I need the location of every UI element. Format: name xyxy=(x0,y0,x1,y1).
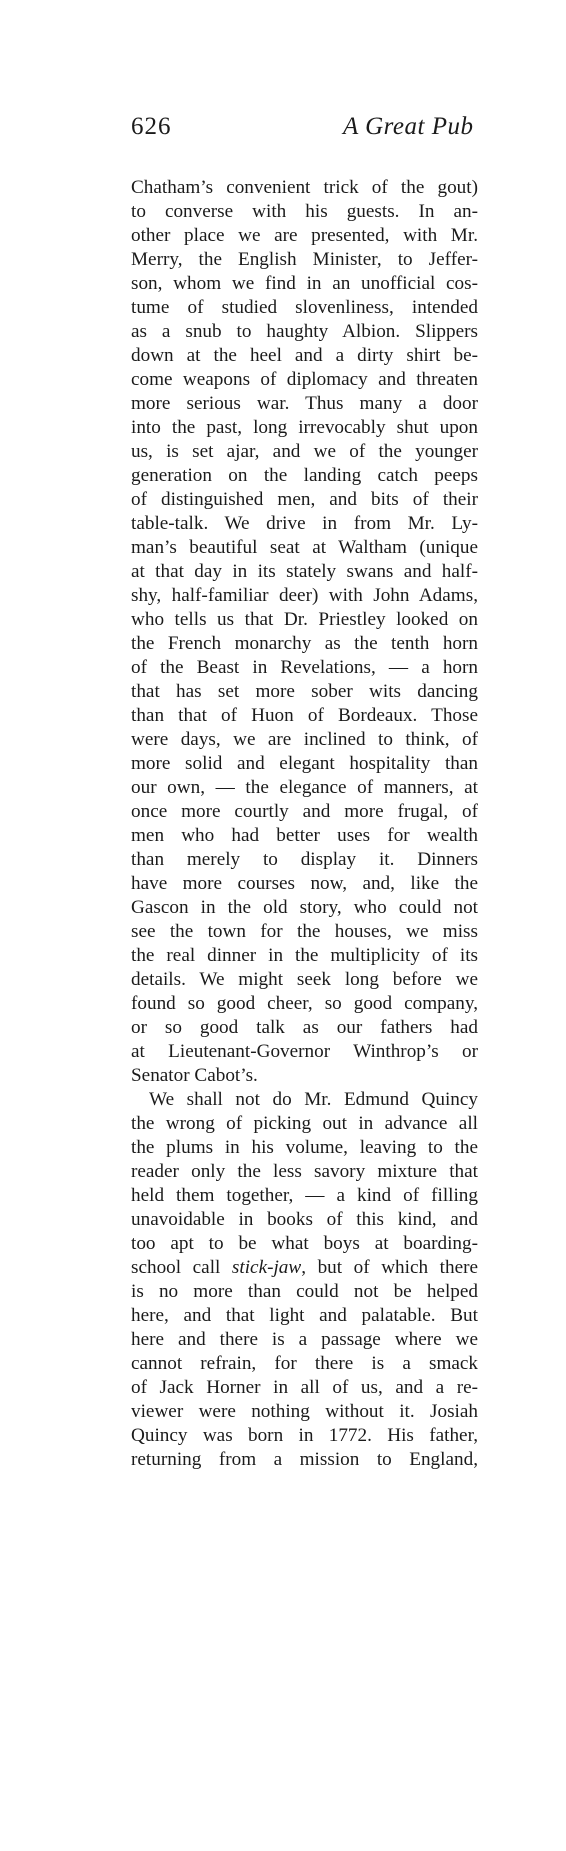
paragraph xyxy=(131,1088,478,1472)
text-line: Gascon in the old story, who could not xyxy=(131,897,478,918)
text-line: the French monarchy as the tenth horn xyxy=(131,633,478,654)
text-line: come weapons of diplomacy and threaten xyxy=(131,369,478,390)
text-line: of Jack Horner in all of us, and a re- xyxy=(131,1377,478,1398)
text-line: reader only the less savory mixture that xyxy=(131,1161,478,1182)
text-line xyxy=(131,1256,478,1280)
text-line: details. We might seek long before we xyxy=(131,969,478,990)
text-line: found so good cheer, so good company, xyxy=(131,993,478,1014)
text-line: table-talk. We drive in from Mr. Ly- xyxy=(131,513,478,534)
text-line: tume of studied slovenliness, intended xyxy=(131,297,478,318)
running-title: A Great Pub xyxy=(343,113,474,140)
text-line: Quincy was born in 1772. His father, xyxy=(131,1425,478,1446)
text-line: here and there is a passage where we xyxy=(131,1329,478,1350)
text-line: than merely to display it. Dinners xyxy=(131,849,478,870)
text-line: shy, half-familiar deer) with John Adams, xyxy=(131,585,478,606)
text-line: generation on the landing catch peeps xyxy=(131,465,478,486)
text-line: to converse with his guests. In an- xyxy=(131,201,478,222)
text-line: more solid and elegant hospitality than xyxy=(131,753,478,774)
italic-term: stick-jaw xyxy=(231,1257,302,1278)
text-line: man’s beautiful seat at Waltham (unique xyxy=(131,537,478,558)
text-line: Senator Cabot’s. xyxy=(131,1065,258,1086)
text-line: us, is set ajar, and we of the younger xyxy=(131,441,478,462)
text-line: of the Beast in Revelations, — a horn xyxy=(131,657,478,678)
text-line: the real dinner in the multiplicity of its xyxy=(131,945,478,966)
text-line: unavoidable in books of this kind, and xyxy=(131,1209,478,1230)
text-line: or so good talk as our fathers had xyxy=(131,1017,478,1038)
text-line: other place we are presented, with Mr. xyxy=(131,225,478,246)
text-line: once more courtly and more frugal, of xyxy=(131,801,478,822)
text-line: down at the heel and a dirty shirt be- xyxy=(131,345,478,366)
text-line: of distinguished men, and bits of their xyxy=(131,489,478,510)
text-line: son, whom we find in an unofficial cos- xyxy=(131,273,478,294)
text-line: at Lieutenant-Governor Winthrop’s or xyxy=(131,1041,478,1062)
text-run: , but of which there xyxy=(301,1257,478,1278)
text-line: here, and that light and palatable. But xyxy=(131,1305,478,1326)
text-line: too apt to be what boys at boarding- xyxy=(131,1233,478,1254)
text-line: have more courses now, and, like the xyxy=(131,873,478,894)
text-line: returning from a mission to England, xyxy=(131,1449,478,1470)
text-line: as a snub to haughty Albion. Slippers xyxy=(131,321,478,342)
text-line: the wrong of picking out in advance all xyxy=(131,1113,478,1134)
text-run: school call xyxy=(131,1257,232,1278)
text-line: our own, — the elegance of manners, at xyxy=(131,777,478,798)
text-line: Chatham’s convenient trick of the gout) xyxy=(131,177,478,198)
text-line: the plums in his volume, leaving to the xyxy=(131,1137,478,1158)
text-line: cannot refrain, for there is a smack xyxy=(131,1353,478,1374)
text-line: is no more than could not be helped xyxy=(131,1281,478,1302)
text-line: more serious war. Thus many a door xyxy=(131,393,478,414)
text-line: viewer were nothing without it. Josiah xyxy=(131,1401,478,1422)
text-line: men who had better uses for wealth xyxy=(131,825,478,846)
text-line: We shall not do Mr. Edmund Quincy xyxy=(149,1089,478,1110)
text-line: into the past, long irrevocably shut upon xyxy=(131,417,478,438)
text-line: Merry, the English Minister, to Jeffer- xyxy=(131,249,478,270)
text-line: than that of Huon of Bordeaux. Those xyxy=(131,705,478,726)
text-line: that has set more sober wits dancing xyxy=(131,681,478,702)
text-line: who tells us that Dr. Priestley looked on xyxy=(131,609,478,630)
page-number: 626 xyxy=(131,113,172,140)
text-line: were days, we are inclined to think, of xyxy=(131,729,478,750)
text-line: held them together, — a kind of filling xyxy=(131,1185,478,1206)
text-line: see the town for the houses, we miss xyxy=(131,921,478,942)
body-text xyxy=(131,176,478,1472)
text-line: at that day in its stately swans and half- xyxy=(131,561,478,582)
paragraph xyxy=(131,176,478,1088)
